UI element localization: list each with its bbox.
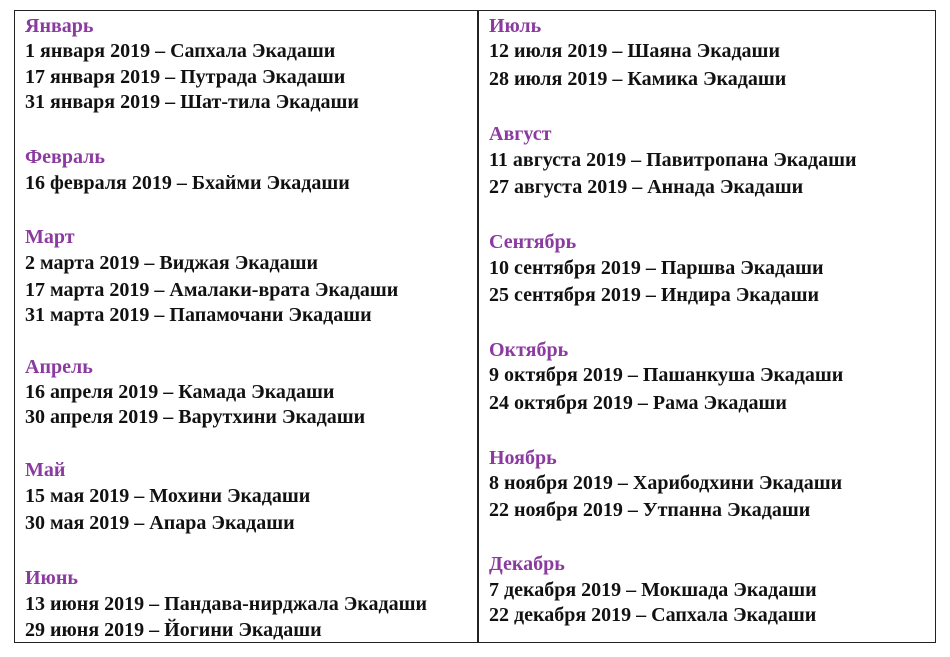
month-title-january: Январь <box>25 15 94 37</box>
entry-august-1: 11 августа 2019 – Павитропана Экадаши <box>489 149 857 171</box>
entry-november-1: 8 ноября 2019 – Харибодхини Экадаши <box>489 472 843 494</box>
entry-march-3: 31 марта 2019 – Папамочани Экадаши <box>25 304 372 326</box>
month-title-july: Июль <box>489 15 542 37</box>
column-divider <box>477 11 479 642</box>
entry-june-2: 29 июня 2019 – Йогини Экадаши <box>25 619 322 641</box>
entry-february-1: 16 февраля 2019 – Бхайми Экадаши <box>25 172 350 194</box>
month-title-october: Октябрь <box>489 339 569 361</box>
entry-june-1: 13 июня 2019 – Пандава-нирджала Экадаши <box>25 593 428 615</box>
entry-april-1: 16 апреля 2019 – Камада Экадаши <box>25 381 335 403</box>
entry-october-1: 9 октября 2019 – Пашанкуша Экадаши <box>489 364 844 386</box>
month-title-november: Ноябрь <box>489 447 557 469</box>
entry-may-1: 15 мая 2019 – Мохини Экадаши <box>25 485 311 507</box>
month-title-june: Июнь <box>25 567 78 589</box>
entry-april-2: 30 апреля 2019 – Варутхини Экадаши <box>25 406 366 428</box>
month-title-december: Декабрь <box>489 553 565 575</box>
month-title-may: Май <box>25 459 66 481</box>
month-title-september: Сентябрь <box>489 231 577 253</box>
month-title-april: Апрель <box>25 356 93 378</box>
entry-may-2: 30 мая 2019 – Апара Экадаши <box>25 512 295 534</box>
month-title-february: Февраль <box>25 146 105 168</box>
ekadashi-calendar-table <box>14 10 936 643</box>
entry-january-3: 31 января 2019 – Шат-тила Экадаши <box>25 91 359 113</box>
entry-march-1: 2 марта 2019 – Виджая Экадаши <box>25 252 319 274</box>
entry-october-2: 24 октября 2019 – Рама Экадаши <box>489 392 787 414</box>
entry-march-2: 17 марта 2019 – Амалаки-врата Экадаши <box>25 279 399 301</box>
entry-december-1: 7 декабря 2019 – Мокшада Экадаши <box>489 579 817 601</box>
entry-july-1: 12 июля 2019 – Шаяна Экадаши <box>489 40 780 62</box>
entry-january-1: 1 января 2019 – Сапхала Экадаши <box>25 40 336 62</box>
entry-january-2: 17 января 2019 – Путрада Экадаши <box>25 66 346 88</box>
entry-august-2: 27 августа 2019 – Аннада Экадаши <box>489 176 804 198</box>
entry-july-2: 28 июля 2019 – Камика Экадаши <box>489 68 787 90</box>
entry-november-2: 22 ноября 2019 – Утпанна Экадаши <box>489 499 811 521</box>
month-title-august: Август <box>489 123 552 145</box>
entry-december-2: 22 декабря 2019 – Сапхала Экадаши <box>489 604 817 626</box>
entry-september-2: 25 сентября 2019 – Индира Экадаши <box>489 284 819 306</box>
month-title-march: Март <box>25 226 75 248</box>
entry-september-1: 10 сентября 2019 – Паршва Экадаши <box>489 257 824 279</box>
